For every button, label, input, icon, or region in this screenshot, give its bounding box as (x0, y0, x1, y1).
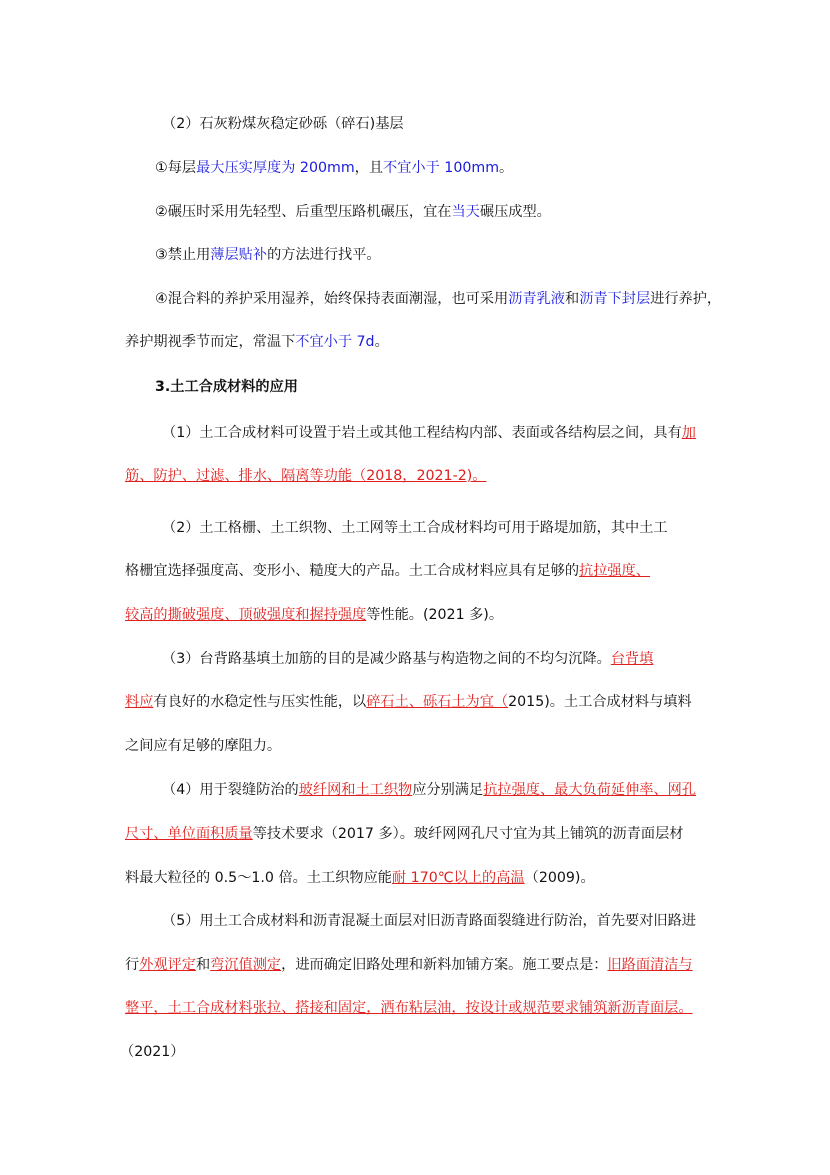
text: 等性能。(2021 多)。 (366, 607, 504, 623)
sec3-p2-line2 (125, 561, 650, 581)
red-highlight: 整平，土工合成材料张拉、搭接和固定，洒布粘层油，按设计或规范要求铺筑新沥青面层。 (125, 1000, 693, 1016)
sec2-item4-line1 (155, 289, 721, 309)
text: （1）土工合成材料可设置于岩土或其他工程结构内部、表面或各结构层之间，具有 (162, 425, 682, 441)
text: 有良好的水稳定性与压实性能，以 (153, 694, 367, 710)
sec3-p2-line3 (125, 605, 503, 625)
sec3-p3-line2 (125, 692, 692, 712)
sec3-p5-line4: （2021） (120, 1044, 185, 1060)
blue-highlight: 不宜小于 7d (295, 334, 375, 350)
text: 和 (565, 291, 580, 307)
sec3-p3-line1 (162, 649, 653, 669)
text: 。 (374, 334, 389, 350)
text: 行 (125, 957, 140, 973)
text: 2015)。土工合成材料与填料 (508, 694, 692, 710)
text: 应分别满足 (412, 782, 484, 798)
red-highlight: 抗拉强度、 (579, 563, 650, 579)
sec3-heading: 3.土工合成材料的应用 (155, 379, 298, 395)
red-highlight: 耐 170℃以上的高温 (391, 870, 525, 886)
red-highlight: 较高的撕破强度、顶破强度和握持强度 (125, 607, 367, 623)
text: 等技术要求（2017 多）。玻纤网网孔尺寸宜为其上铺筑的沥青面层材 (252, 826, 684, 842)
text: 的方法进行找平。 (267, 247, 381, 263)
red-highlight: 尺寸、单位面积质量 (125, 826, 253, 842)
sec3-p1-line2 (125, 466, 486, 486)
blue-highlight: 当天 (451, 204, 480, 220)
text: （4）用于裂缝防治的 (162, 782, 299, 798)
red-highlight: 抗拉强度、最大负荷延伸率、网孔 (483, 782, 697, 798)
red-highlight: 碎石土、砾石土为宜（ (366, 694, 509, 710)
text: ，且 (354, 160, 384, 176)
text: ①每层 (155, 160, 197, 176)
text: 。 (499, 160, 514, 176)
sec2-item1 (155, 158, 513, 178)
sec2-item3 (155, 245, 381, 265)
blue-highlight: 沥青下封层 (579, 291, 651, 307)
sec3-p1-line1 (162, 423, 696, 443)
text: 进行养护， (650, 291, 722, 307)
text: 格栅宜选择强度高、变形小、糙度大的产品。土工合成材料应具有足够的 (125, 563, 580, 579)
text: ②碾压时采用先轻型、后重型压路机碾压，宜在 (155, 204, 452, 220)
blue-highlight: 最大压实厚度为 200mm (196, 160, 355, 176)
blue-highlight: 不宜小于 100mm (383, 160, 500, 176)
text: 养护期视季节而定，常温下 (125, 334, 296, 350)
blue-highlight: 薄层贴补 (210, 247, 268, 263)
red-highlight: 旧路面清洁与 (607, 957, 693, 973)
red-highlight: 料应 (125, 694, 154, 710)
sec3-p2-line1: （2）土工格栅、土工织物、土工网等土工合成材料均可用于路堤加筋，其中土工 (162, 520, 668, 536)
blue-highlight: 沥青乳液 (508, 291, 565, 307)
text: （3）台背路基填土加筋的目的是减少路基与构造物之间的不均匀沉降。 (162, 651, 611, 667)
sec2-title: （2）石灰粉煤灰稳定砂砾（碎石)基层 (162, 116, 404, 132)
red-highlight: 加 (681, 425, 696, 441)
text: ④混合料的养护采用湿养，始终保持表面潮湿，也可采用 (155, 291, 509, 307)
text: 和 (195, 957, 211, 973)
sec3-p5-line1: （5）用土工合成材料和沥青混凝土面层对旧沥青路面裂缝进行防治，首先要对旧路进 (162, 913, 696, 929)
red-highlight: 台背填 (610, 651, 654, 667)
text: ③禁止用 (155, 247, 211, 263)
sec2-item4-line2 (125, 332, 389, 352)
sec2-item2 (155, 202, 551, 222)
sec3-p3-line3: 之间应有足够的摩阻力。 (125, 738, 282, 754)
sec3-p4-line3 (125, 868, 595, 888)
red-highlight: 筋、防护、过滤、排水、隔离等功能（2018，2021-2)。 (125, 468, 487, 484)
text: ，进而确定旧路处理和新料加铺方案。施工要点是： (281, 957, 608, 973)
sec3-p5-line2 (125, 955, 693, 975)
red-highlight: 外观评定 (139, 957, 196, 973)
text: （2009)。 (524, 870, 595, 886)
sec3-p4-line1 (162, 780, 696, 800)
sec3-p5-line3 (125, 998, 693, 1018)
text: 碾压成型。 (479, 204, 551, 220)
red-highlight: 玻纤网和土工织物 (298, 782, 413, 798)
red-highlight: 弯沉值测定 (210, 957, 282, 973)
text: 料最大粒径的 0.5～1.0 倍。土工织物应能 (125, 870, 392, 886)
sec3-p4-line2 (125, 824, 683, 844)
